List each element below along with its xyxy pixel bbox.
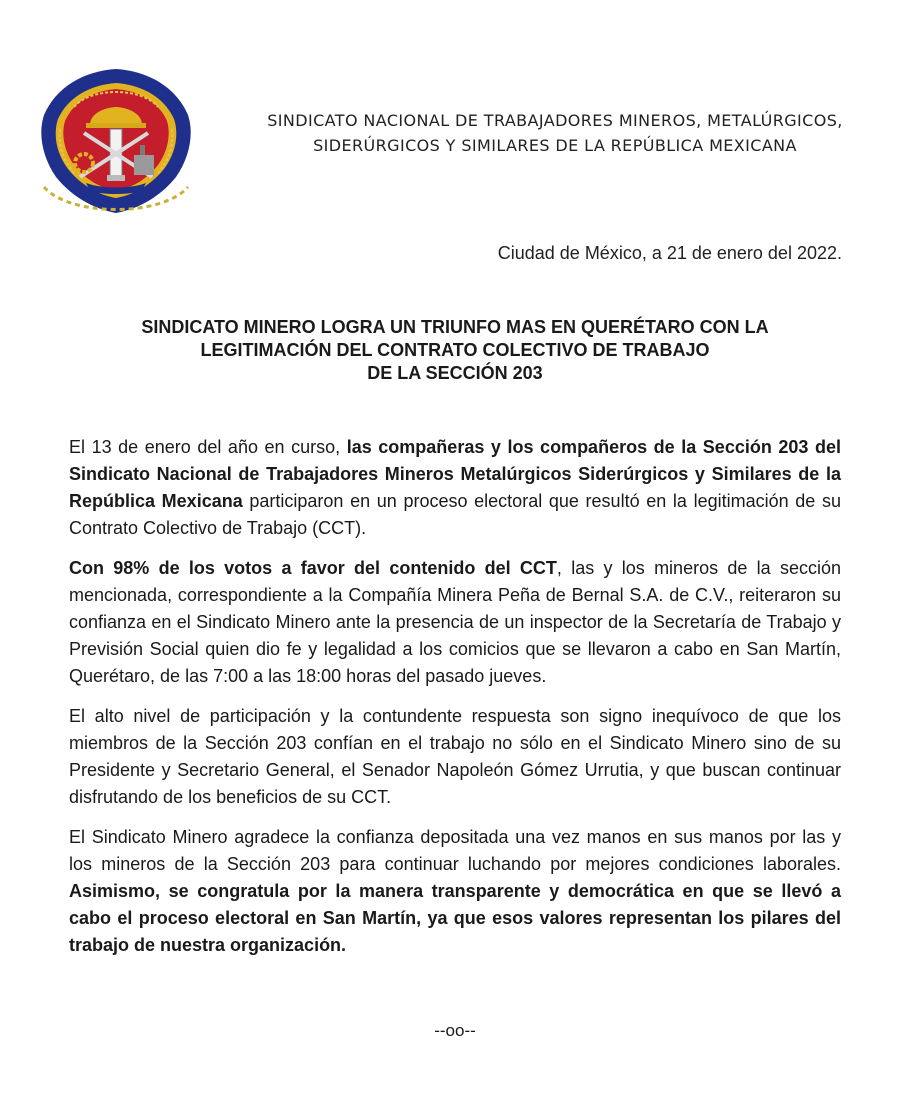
paragraph-2-rest: , las y los mineros de la sección mencionada, correspondiente a la Compañía Minera Peña de Bernal S.A. de C.V., reiteraron su confianza en el Sindicato Minero ante la presencia de un inspector de la Secretaría de Trabajo y Previsión Social quien dio fe y legalidad a los comicios que se llevaron a cabo en San Martín, Querétaro, de las 7:00 a las 18:00 horas del pasado jueves.	[69, 558, 841, 686]
organization-name-line-2: SIDERÚRGICOS Y SIMILARES DE LA REPÚBLICA MEXICANA	[313, 136, 797, 155]
press-release-body	[69, 434, 841, 972]
closing-mark: --oo--	[434, 1021, 476, 1040]
paragraph-3: El alto nivel de participación y la contundente respuesta son signo inequívoco de que los miembros de la Sección 203 confían en el trabajo no sólo en el Sindicato Minero sino de su Presidente y Secretario General, el Senador Napoleón Gómez Urrutia, y que buscan continuar disfrutando de los beneficios de su CCT.	[69, 706, 841, 807]
paragraph-1-intro: El 13 de enero del año en curso,	[69, 437, 347, 457]
headline	[60, 316, 850, 385]
paragraph-2	[69, 555, 841, 690]
headline-line-1: SINDICATO MINERO LOGRA UN TRIUNFO MAS EN QUERÉTARO CON LA	[141, 317, 769, 337]
paragraph-1-emphasis: las compañeras y los compañeros de la Sección 203 del Sindicato Nacional de Trabajadores Mineros Metalúrgicos Siderúrgicos y Similares de la República Mexicana	[69, 437, 841, 511]
paragraph-4-intro: El Sindicato Minero agradece la confianza depositada una vez manos en sus manos por las y los mineros de la Sección 203 para continuar luchando por mejores condiciones laborales.	[69, 827, 841, 874]
union-emblem-icon	[30, 57, 202, 229]
union-emblem-graphic	[30, 57, 202, 229]
headline-line-2: LEGITIMACIÓN DEL CONTRATO COLECTIVO DE TRABAJO	[200, 340, 710, 360]
paragraph-2-emphasis: Con 98% de los votos a favor del contenido del CCT	[69, 558, 557, 578]
dateline: Ciudad de México, a 21 de enero del 2022.	[497, 243, 842, 263]
paragraph-4	[69, 824, 841, 959]
headline-line-3: DE LA SECCIÓN 203	[367, 363, 543, 383]
organization-name	[230, 108, 880, 158]
paragraph-1-rest: participaron en un proceso electoral que resultó en la legitimación de su Contrato Colectivo de Trabajo (CCT).	[69, 491, 841, 538]
paragraph-1	[69, 434, 841, 542]
organization-name-line-1: SINDICATO NACIONAL DE TRABAJADORES MINEROS, METALÚRGICOS,	[267, 111, 843, 130]
paragraph-4-emphasis: Asimismo, se congratula por la manera transparente y democrática en que se llevó a cabo el proceso electoral en San Martín, ya que esos valores representan los pilares del trabajo de nuestra organización.	[69, 881, 841, 955]
